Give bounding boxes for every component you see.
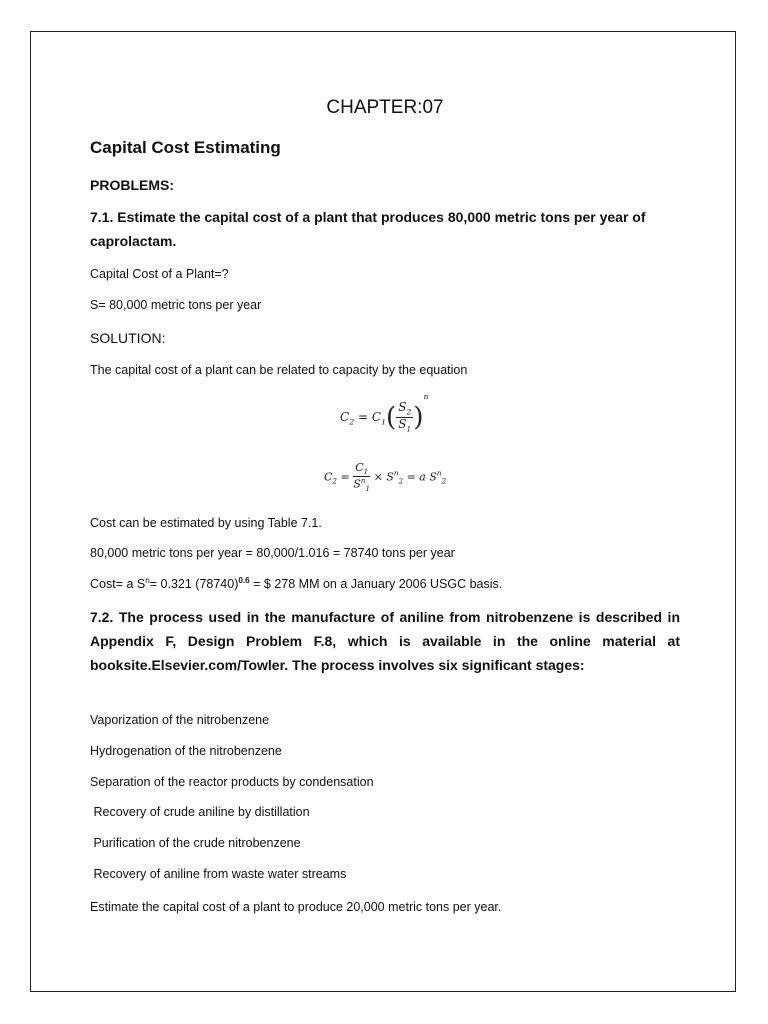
capacity-equation-1: $C_2 = C_1$( $\frac{S_2}{S_1}$ )$^n$ (340, 392, 429, 434)
solution-step-result: Cost= a $S^n= 0.321$ $(78740)^{0.6}$ = $ 278 MM on a January 2006 USGC basis. (90, 576, 503, 592)
solution-label: SOLUTION: (90, 330, 166, 346)
problems-label: PROBLEMS: (90, 177, 174, 193)
capacity-equation-2: $C_2$ = $\frac{C_1}{S^n_1}$ × $S^n_2 = a$ $S^n_2$ (324, 461, 447, 493)
given-capacity: S= 80,000 metric tons per year (90, 298, 262, 312)
stage-item: Recovery of aniline from waste water streams (90, 867, 347, 881)
problem-2-statement: 7.2. The process used in the manufacture of aniline from nitrobenzene is described in Appendix F, Design Problem F.8, which is available in the online material at booksite.Elsevier.com/Towler. The process involves six significant stages: (90, 609, 680, 673)
stage-item: Separation of the reactor products by condensation (90, 775, 374, 789)
stage-item: Recovery of crude aniline by distillation (90, 805, 310, 819)
problem-2-task: Estimate the capital cost of a plant to produce 20,000 metric tons per year. (90, 900, 502, 914)
stage-item: Hydrogenation of the nitrobenzene (90, 744, 282, 758)
solution-step-conversion: 80,000 metric tons per year = 80,000/1.016 = 78740 tons per year (90, 546, 455, 560)
solution-step-table: Cost can be estimated by using Table 7.1. (90, 516, 322, 530)
problem-1-statement: 7.1. Estimate the capital cost of a plant that produces 80,000 metric tons per year of caprolactam. (90, 209, 646, 249)
chapter-title: CHAPTER:07 (326, 97, 444, 118)
stage-item: Vaporization of the nitrobenzene (90, 713, 270, 727)
stage-item: Purification of the crude nitrobenzene (90, 836, 301, 850)
section-title: Capital Cost Estimating (90, 138, 281, 157)
solution-intro: The capital cost of a plant can be related to capacity by the equation (90, 363, 468, 377)
given-capital-cost: Capital Cost of a Plant=? (90, 267, 229, 281)
